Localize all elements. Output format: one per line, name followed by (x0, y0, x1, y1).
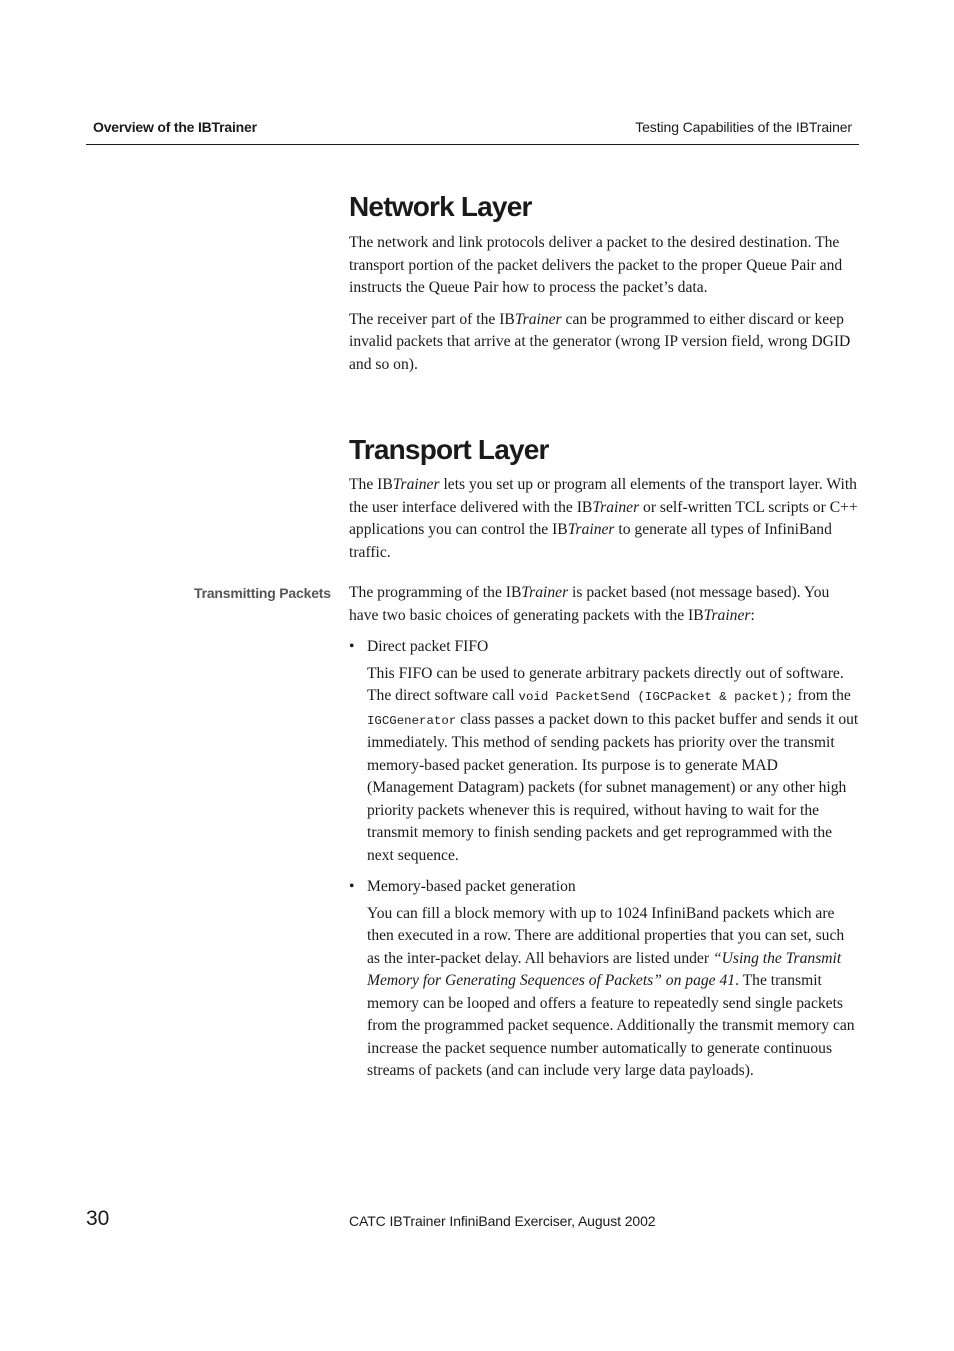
bullet-marker: • (349, 638, 355, 655)
network-layer-heading: Network Layer (349, 191, 532, 222)
transmitting-packets-body (349, 582, 859, 1092)
side-heading-transmitting-packets: Transmitting Packets (194, 585, 331, 601)
footer-document-title: CATC IBTrainer InfiniBand Exerciser, August 2002 (349, 1213, 656, 1229)
running-header-section: Overview of the IBTrainer (93, 119, 257, 135)
page-number: 30 (86, 1207, 110, 1230)
bullet-marker: • (349, 878, 355, 895)
bullet-item-memory-based (349, 876, 859, 899)
transport-paragraph: The IBTrainer lets you set up or program all elements of the transport layer. With the user interface delivered with the IBTrainer or self-written TCL scripts or C++ applications you can control the IBTrainer to generate all types of InfiniBand traffic. (349, 476, 858, 561)
bullet-item-direct-fifo (349, 636, 859, 659)
running-header-topic: Testing Capabilities of the IBTrainer (635, 119, 852, 135)
direct-fifo-description: This FIFO can be used to generate arbitrary packets directly out of software. The direct software call void PacketSend (IGCPacket & packet); from the IGCGenerator class passes a packet down to this packet buffer and sends it out immediately. This method of sending packets has priority over the transmit memory-based packet generation. Its purpose is to generate MAD (Management Datagram) packets (for subnet management) or any other high priority packets whenever this is required, without having to wait for the transmit memory to finish sending packets and get reprogrammed with the next sequence. (367, 664, 859, 864)
memory-based-description: You can fill a block memory with up to 1024 InfiniBand packets which are then executed in a row. There are additional properties that you can set, such as the inter-packet delay. All behaviors are listed under “Using the Transmit Memory for Generating Sequences of Packets” on page 41. The transmit memory can be looped and offers a feature to repeatedly send single packets from the programmed packet sequence. Additionally the transmit memory can increase the packet sequence number automatically to generate continuous streams of packets (and can include very large data payloads). (367, 904, 855, 1079)
transport-layer-heading: Transport Layer (349, 434, 549, 465)
cross-reference-link[interactable]: “Using the Transmit Memory for Generating Sequences of Packets” on page 41 (367, 949, 842, 989)
code-igcgenerator: IGCGenerator (367, 713, 457, 728)
network-layer-body (349, 232, 859, 385)
bullet-title: Memory-based packet generation (367, 878, 576, 895)
transmitting-intro: The programming of the IBTrainer is packet based (not message based). You have two basic choices of generating packets with the IBTrainer: (349, 584, 830, 624)
bullet-title: Direct packet FIFO (367, 638, 489, 655)
network-paragraph-1: The network and link protocols deliver a packet to the desired destination. The transport portion of the packet delivers the packet to the proper Queue Pair and instructs the Queue Pair how to process the packet’s data. (349, 234, 843, 296)
code-packetsend: void PacketSend (IGCPacket & packet); (518, 690, 794, 704)
header-divider (86, 144, 859, 145)
network-paragraph-2: The receiver part of the IBTrainer can be programmed to either discard or keep invalid packets that arrive at the generator (wrong IP version field, wrong DGID and so on). (349, 310, 851, 373)
transport-layer-body (349, 474, 859, 573)
